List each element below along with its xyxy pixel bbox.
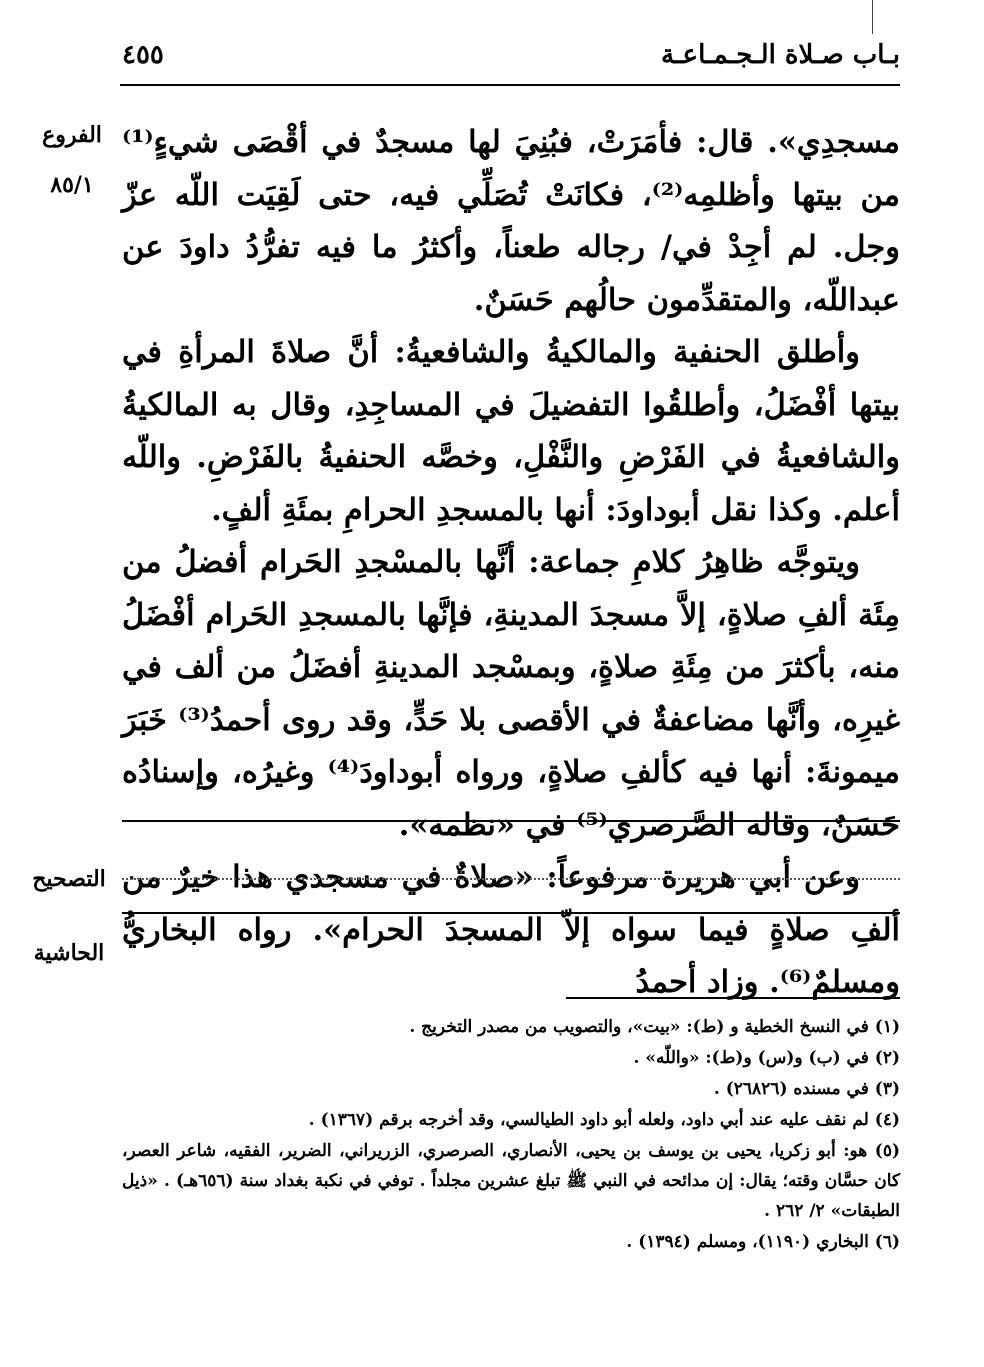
footnote-1: (١) في النسخ الخطية و (ط): «بيت»، والتصويب من مصدر التخريج . xyxy=(409,1017,900,1037)
footnote-5: (٥) هو: أبو زكريا، يحيى بن يوسف بن يحيى، الأنصاري، الصرصري، الزريراني، الضرير، الفقيه، شاعر العصر، كان حسَّان وقته؛ يقال: إن مدائحه في النبي ﷺ تبلغ عشرين مجلداً . توفي في نكبة بغداد سنة (٦٥٦هـ) . «ذيل الطبقات» ٢/ ٢٦٢ . xyxy=(122,1141,901,1221)
footnote-6: (٦) البخاري (١١٩٠)، ومسلم (١٣٩٤) . xyxy=(626,1232,900,1252)
footnote-4: (٤) لم نقف عليه عند أبي داود، ولعله أبو داود الطيالسي، وقد أخرجه برقم (١٣٦٧) . xyxy=(308,1110,900,1130)
correction-dotted-line xyxy=(122,878,900,880)
footnotes-block xyxy=(122,1012,900,1258)
chapter-header: بـاب صـلاة الـجـمـاعـة xyxy=(661,40,900,70)
footnote-3: (٣) في مسنده (٢٦٨٢٦) . xyxy=(713,1079,900,1099)
paragraph-1: مسجدِي». قال: فأمَرَتْ، فبُنِيَ لها مسجدٌ في أقْصَى شيءٍ⁽¹⁾ من بيتها وأظلمِه⁽²⁾، فكانَتْ تُصَلِّي فيه، حتى لَقِيَت اللّه عزّ وجل. لم أجِدْ في/ رجاله طعناً، وأكثرُ ما فيه تفرُّدُ داودَ عن عبداللّه، والمتقدِّمون حالُهم حَسَنٌ. xyxy=(122,124,900,318)
page-edge-mark xyxy=(872,0,873,34)
margin-note-source: الفروع xyxy=(42,122,102,148)
page-number: ٤٥٥ xyxy=(122,40,164,70)
footnote-divider xyxy=(566,997,900,999)
correction-rule-bottom xyxy=(122,912,900,914)
footnote-2: (٢) في (ب) و(س) و(ط): «واللّه» . xyxy=(633,1048,900,1068)
paragraph-3: ويتوجَّه ظاهِرُ كلامِ جماعة: أنَّها بالمسْجدِ الحَرام أفضلُ من مِئَة ألفِ صلاةٍ، إلاَّ مسجدَ المدينةِ، فإنَّها بالمسجدِ الحَرام أفْضَلُ منه، بأكثرَ من مِئَةِ صلاةٍ، وبمسْجد المدينةِ أفضَلُ من ألف في غيرِه، وأنَّها مضاعفةٌ في الأقصى بلا حَدٍّ، وقد روى أحمدُ⁽³⁾ خَبَرَ ميمونةَ: أنها فيه كألفِ صلاةٍ، ورواه أبوداودَ⁽⁴⁾ وغيرُه، وإسنادُه حَسَنٌ، وقاله الصَّرصري⁽⁵⁾ في «نظمه». xyxy=(122,544,900,843)
header-divider xyxy=(120,84,900,86)
main-text-block xyxy=(122,116,900,1009)
margin-note-reference: ٨٥/١ xyxy=(50,172,94,198)
paragraph-4: وعن أبي هريرة مرفوعاً: «صلاةٌ في مسجدي هذا خيرٌ من ألفِ صلاةٍ فيما سواه إلاّ المسجدَ الحرام». رواه البخاريُّ ومسلمٌ⁽⁶⁾. وزاد أحمدُ xyxy=(122,859,900,1000)
correction-rule-top xyxy=(122,820,900,822)
correction-label: التصحيح xyxy=(32,866,106,892)
annotation-label: الحاشية xyxy=(33,940,105,966)
paragraph-2: وأطلق الحنفية والمالكيةُ والشافعيةُ: أنَّ صلاةَ المرأةِ في بيتها أفْضَلُ، وأطلقُوا التفضيلَ في المساجِدِ، وقال به المالكيةُ والشافعيةُ في الفَرْضِ والنَّفْلِ، وخصَّه الحنفيةُ بالفَرْضِ. واللّه أعلم. وكذا نقل أبوداودَ: أنها بالمسجدِ الحرامِ بمئَةِ ألفٍ. xyxy=(122,334,900,528)
